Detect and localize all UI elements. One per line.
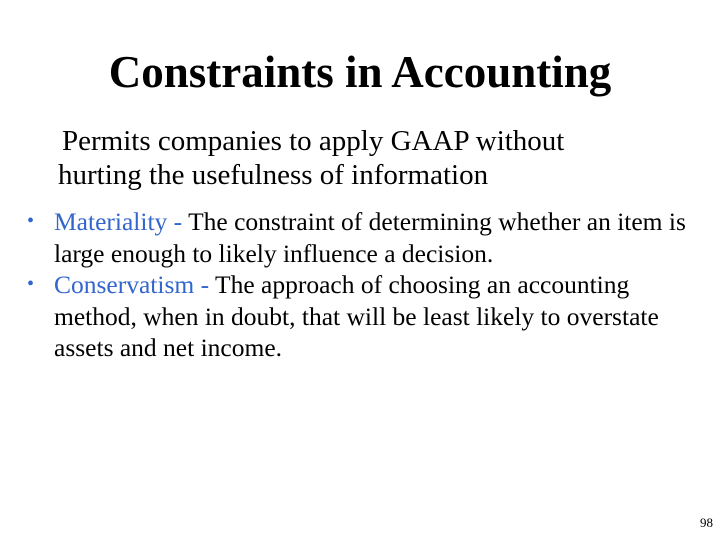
bullet-term: Conservatism -: [54, 270, 210, 299]
intro-text: [40, 124, 680, 192]
bullet-text: The approach of choosing an accounting method, when in doubt, that will be least likely to overstate assets and net income.: [54, 270, 659, 362]
slide-title: Constraints in Accounting: [108, 47, 612, 97]
bullet-text: The constraint of determining whether an item is large enough to likely influence a decision.: [54, 207, 686, 268]
page-number: 98: [700, 515, 713, 530]
bullet-item-materiality: [0, 206, 720, 269]
bullet-dot-icon: •: [27, 273, 35, 295]
bullet-list: [0, 206, 720, 364]
intro-line-1: Permits companies to apply GAAP without: [62, 125, 565, 157]
bullet-term: Materiality -: [54, 207, 183, 236]
intro-line-2: hurting the usefulness of information: [58, 159, 489, 191]
bullet-dot-icon: •: [27, 210, 35, 232]
bullet-item-conservatism: [0, 269, 720, 364]
